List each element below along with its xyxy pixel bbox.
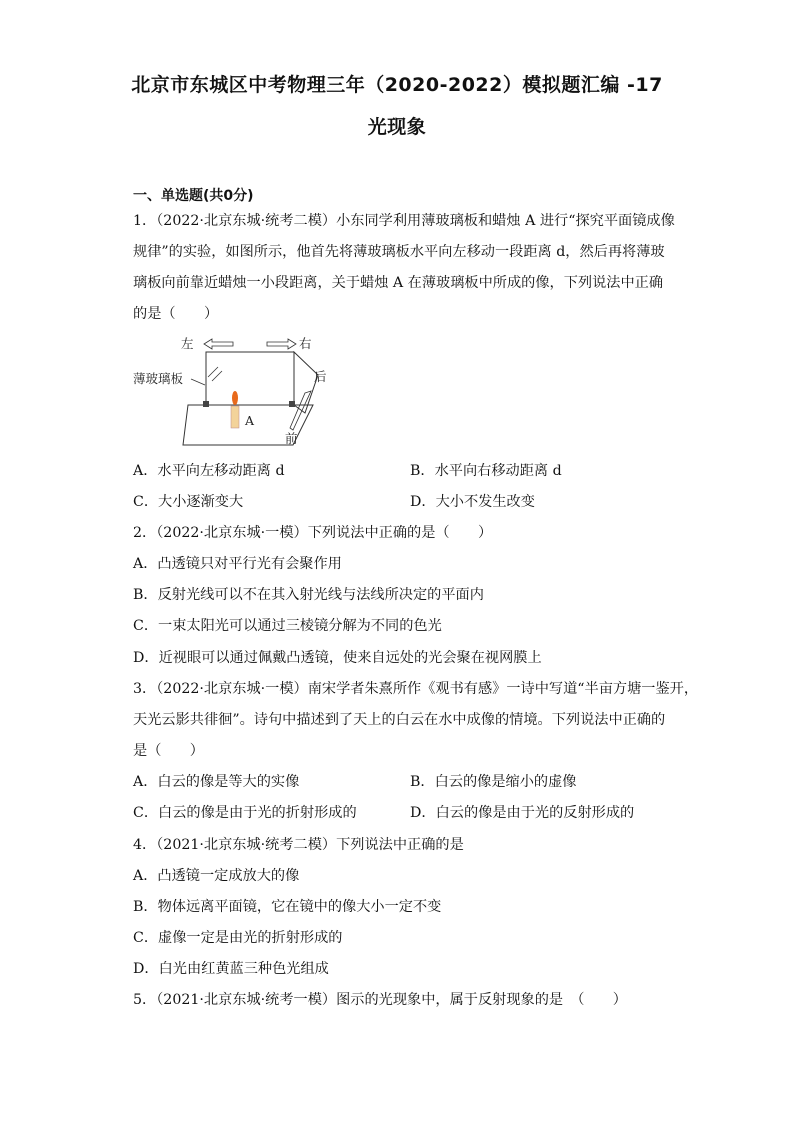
left-arrow-icon	[204, 339, 233, 349]
question-2-option-c[interactable]: C．一束太阳光可以通过三棱镜分解为不同的色光	[133, 618, 442, 634]
question-4-option-a[interactable]: A．凸透镜一定成放大的像	[133, 868, 300, 884]
mirror-experiment-figure	[133, 335, 343, 450]
label-left: 左	[181, 336, 194, 351]
candle-flame	[232, 391, 238, 405]
question-1-line-2: 规律”的实验，如图所示，他首先将薄玻璃板水平向左移动一段距离 d，然后再将薄玻	[133, 244, 665, 260]
question-3-line-2: 天光云影共徘徊”。诗句中描述到了天上的白云在水中成像的情境。下列说法中正确的	[133, 712, 666, 728]
question-3-line-1: 3．（2022·北京东城·一模）南宋学者朱熹所作《观书有感》一诗中写道“半亩方塘一鉴开，	[133, 681, 699, 697]
question-4-option-d[interactable]: D．白光由红黄蓝三种色光组成	[133, 961, 329, 977]
question-3-option-a[interactable]: A．白云的像是等大的实像	[133, 774, 300, 790]
question-2-option-d[interactable]: D．近视眼可以通过佩戴凸透镜，使来自远处的光会聚在视网膜上	[133, 650, 542, 666]
question-1-line-1: 1．（2022·北京东城·统考二模）小东同学利用薄玻璃板和蜡烛 A 进行“探究平面镜成像	[133, 213, 675, 229]
label-glass: 薄玻璃板	[133, 371, 184, 386]
figure-svg	[133, 335, 343, 450]
question-1-option-b[interactable]: B．水平向右移动距离 d	[410, 463, 562, 479]
question-2-option-b[interactable]: B．反射光线可以不在其入射光线与法线所决定的平面内	[133, 587, 484, 603]
question-3-option-c[interactable]: C．白云的像是由于光的折射形成的	[133, 805, 357, 821]
question-2-option-a[interactable]: A．凸透镜只对平行光有会聚作用	[133, 556, 342, 572]
question-1-option-a[interactable]: A．水平向左移动距离 d	[133, 463, 285, 479]
question-3-option-d[interactable]: D．白云的像是由于光的反射形成的	[410, 805, 635, 821]
question-1-option-c[interactable]: C．大小逐渐变大	[133, 494, 244, 510]
glass-plate	[206, 352, 294, 405]
label-candle: A	[245, 413, 255, 428]
right-arrow-icon	[267, 339, 296, 349]
question-4-option-c[interactable]: C．虚像一定是由光的折射形成的	[133, 930, 343, 946]
question-5-line-1: 5．（2021·北京东城·统考一模）图示的光现象中，属于反射现象的是 （ ）	[133, 992, 627, 1008]
question-1-line-4: 的是（ ）	[133, 306, 219, 322]
candle	[231, 406, 239, 428]
question-4-line-1: 4．（2021·北京东城·统考二模）下列说法中正确的是	[133, 837, 464, 853]
section-heading: 一、单选题(共0分)	[133, 188, 254, 204]
question-3-option-b[interactable]: B．白云的像是缩小的虚像	[410, 774, 577, 790]
label-front: 前	[285, 431, 298, 446]
page-title-line2: 光现象	[367, 116, 427, 138]
page-title-line1: 北京市东城区中考物理三年（2020-2022）模拟题汇编 -17	[131, 74, 663, 96]
label-right: 右	[299, 336, 312, 351]
label-back: 后	[314, 369, 327, 384]
question-4-option-b[interactable]: B．物体远离平面镜，它在镜中的像大小一定不变	[133, 899, 442, 915]
front-back-arrow-icon	[290, 391, 311, 430]
question-1-line-3: 璃板向前靠近蜡烛一小段距离，关于蜡烛 A 在薄玻璃板中所成的像，下列说法中正确	[133, 275, 664, 291]
question-1-option-d[interactable]: D．大小不发生改变	[410, 494, 535, 510]
question-2-line-1: 2．（2022·北京东城·一模）下列说法中正确的是（ ）	[133, 525, 493, 541]
question-3-line-3: 是（ ）	[133, 743, 204, 759]
